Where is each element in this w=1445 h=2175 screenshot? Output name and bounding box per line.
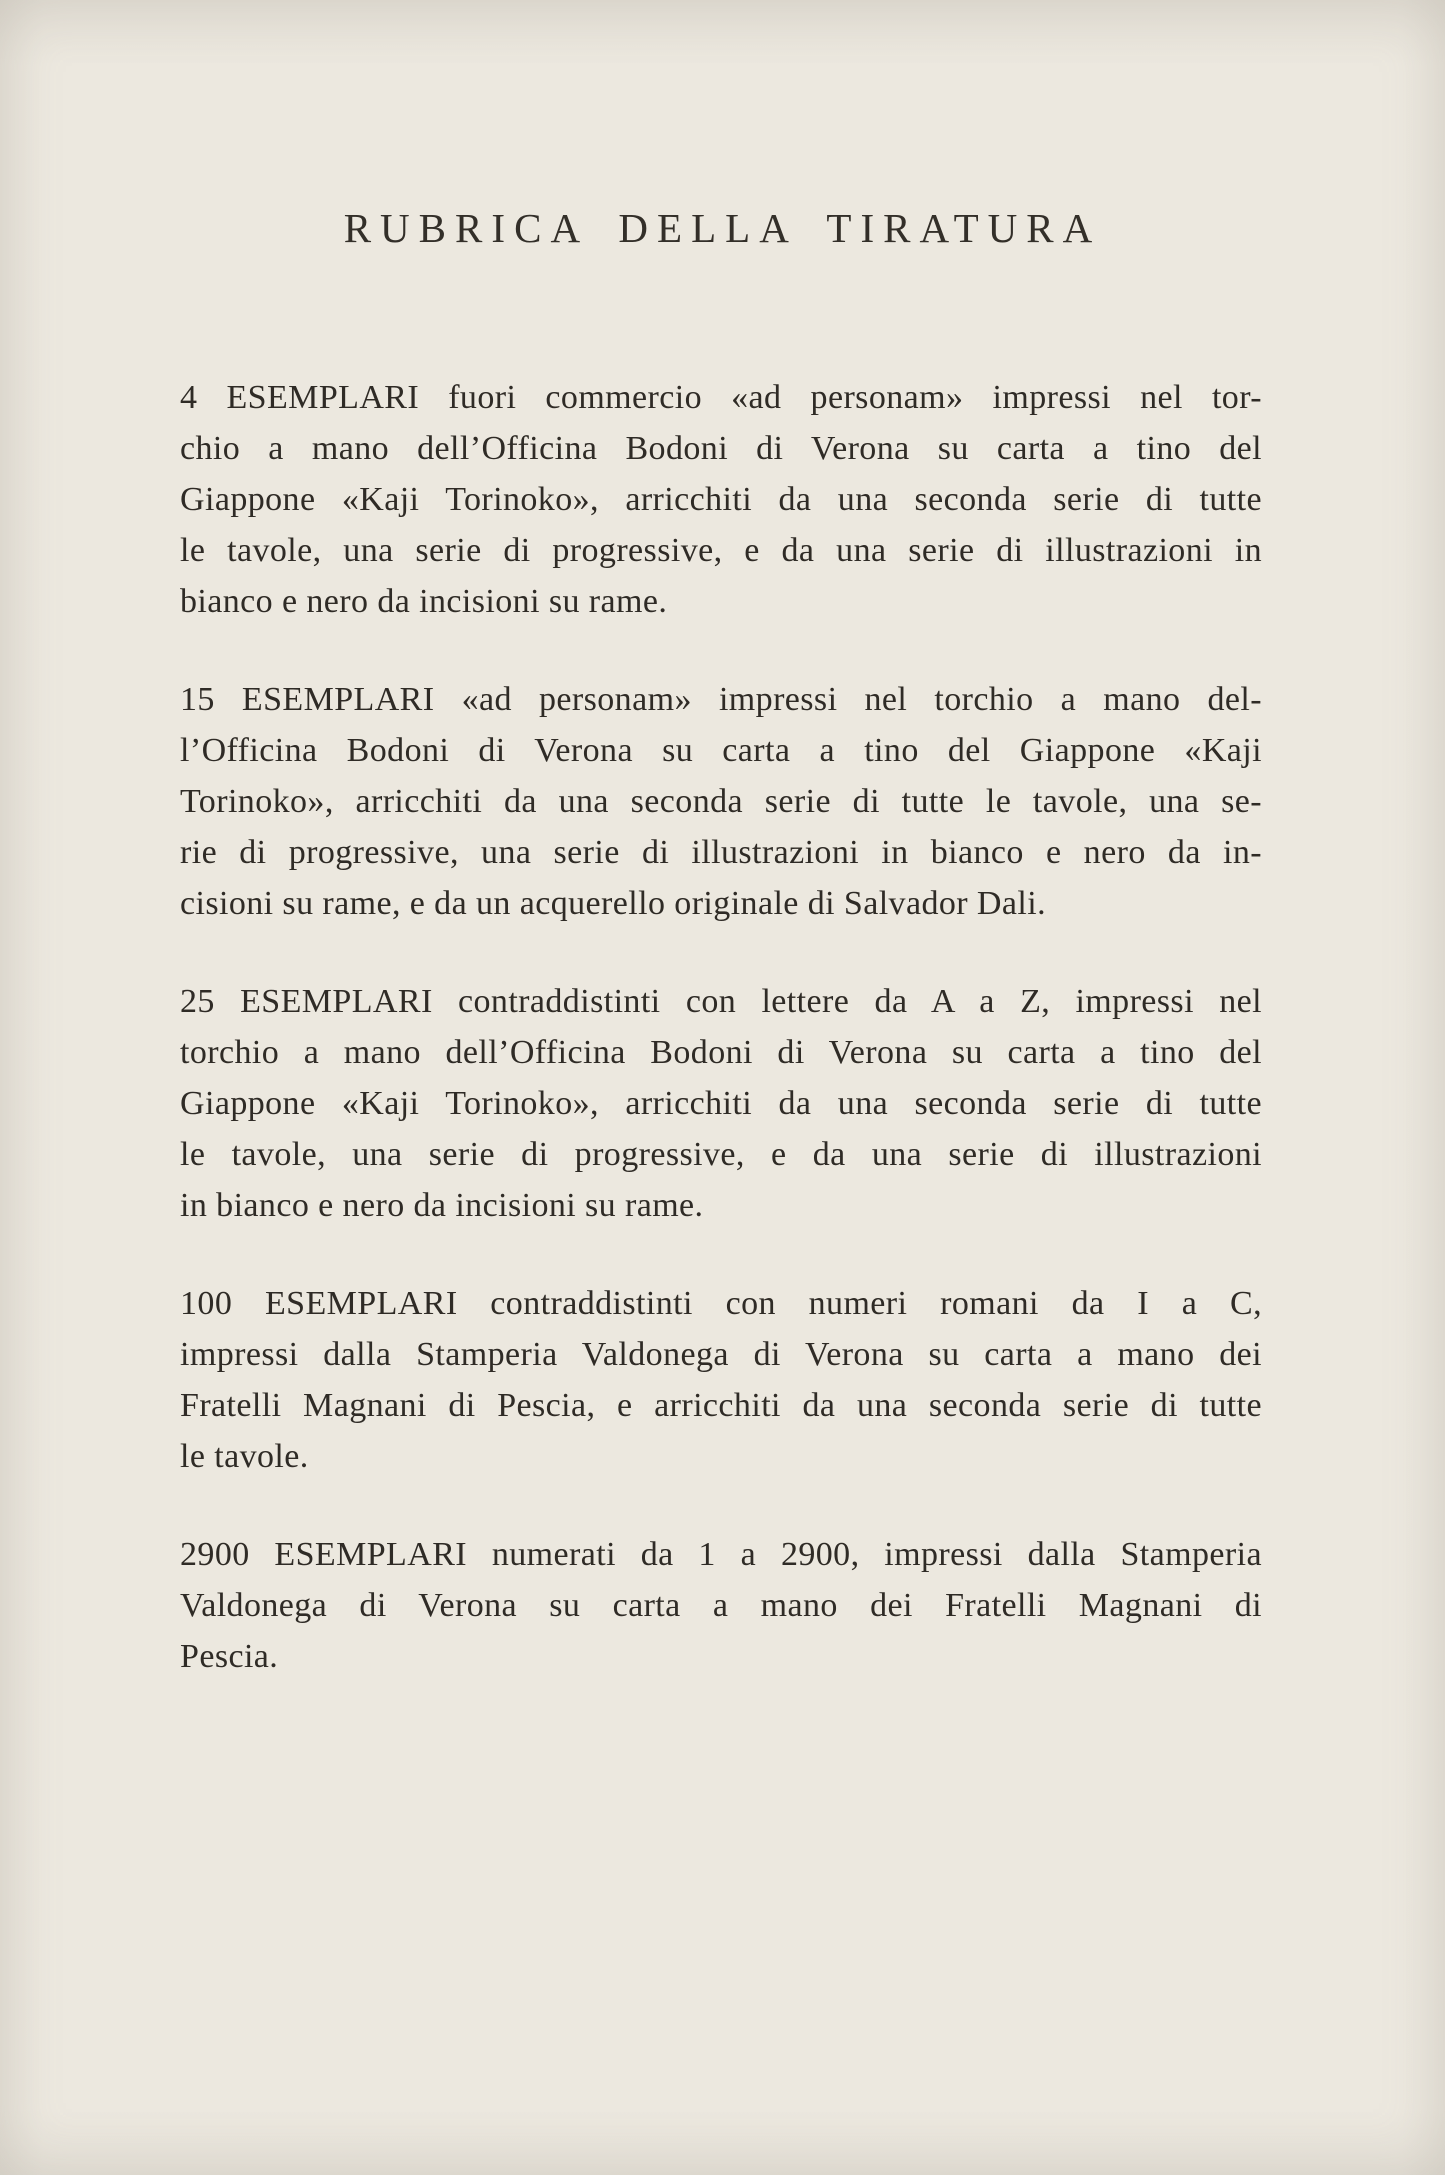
text-line: 100 ESEMPLARI contraddistinti con numeri romani da I a C, [180,1285,1262,1322]
paragraph [180,1529,1262,1682]
text-line: Pescia. [180,1638,279,1675]
text-line: rie di progressive, una serie di illustrazioni in bianco e nero da in- [180,834,1262,871]
text-line: in bianco e nero da incisioni su rame. [180,1187,704,1224]
text-line: bianco e nero da incisioni su rame. [180,583,668,620]
text-line: torchio a mano dell’Officina Bodoni di Verona su carta a tino del [180,1034,1262,1071]
text-line: Torinoko», arricchiti da una seconda serie di tutte le tavole, una se- [180,783,1262,820]
text-line: Valdonega di Verona su carta a mano dei Fratelli Magnani di [180,1587,1262,1624]
text-line: Giappone «Kaji Torinoko», arricchiti da una seconda serie di tutte [180,481,1262,518]
text-line: 4 ESEMPLARI fuori commercio «ad personam» impressi nel tor- [180,379,1262,416]
page-title: RUBRICA DELLA TIRATURA [343,205,1102,251]
text-block [180,372,1262,1729]
text-line: chio a mano dell’Officina Bodoni di Verona su carta a tino del [180,430,1262,467]
text-line: le tavole, una serie di progressive, e da una serie di illustrazioni in [180,532,1262,569]
text-line: 15 ESEMPLARI «ad personam» impressi nel torchio a mano del- [180,681,1262,718]
text-line: Fratelli Magnani di Pescia, e arricchiti da una seconda serie di tutte [180,1387,1262,1424]
text-line: impressi dalla Stamperia Valdonega di Verona su carta a mano dei [180,1336,1262,1373]
text-line: cisioni su rame, e da un acquerello originale di Salvador Dali. [180,885,1046,922]
paragraph [180,372,1262,627]
text-line: Giappone «Kaji Torinoko», arricchiti da una seconda serie di tutte [180,1085,1262,1122]
text-line: 25 ESEMPLARI contraddistinti con lettere da A a Z, impressi nel [180,983,1262,1020]
paragraph [180,976,1262,1231]
text-line: 2900 ESEMPLARI numerati da 1 a 2900, impressi dalla Stamperia [180,1536,1262,1573]
text-line: l’Officina Bodoni di Verona su carta a tino del Giappone «Kaji [180,732,1262,769]
text-line: le tavole, una serie di progressive, e da una serie di illustrazioni [180,1136,1262,1173]
text-line: le tavole. [180,1438,309,1475]
paragraph [180,1278,1262,1482]
paragraph [180,674,1262,929]
